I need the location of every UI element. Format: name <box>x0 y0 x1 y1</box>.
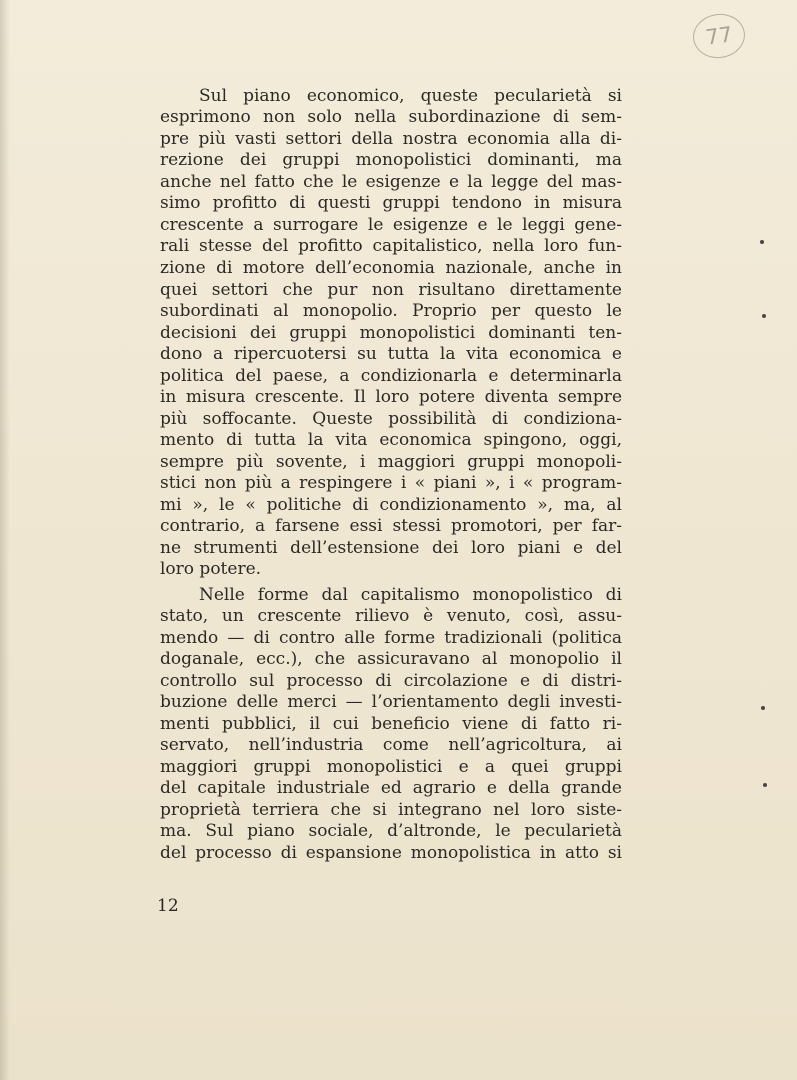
text-line: mento di tutta la vita economica spingono, oggi, <box>160 430 622 450</box>
ink-speck <box>761 706 765 710</box>
text-line: crescente a surrogare le esigenze e le leggi gene- <box>160 215 622 235</box>
text-line: doganale, ecc.), che assicuravano al monopolio il <box>160 649 622 669</box>
text-line: buzione delle merci — l’orientamento degli investi- <box>160 692 622 712</box>
text-line: loro potere. <box>160 559 262 579</box>
text-line: rezione dei gruppi monopolistici dominanti, ma <box>160 150 622 170</box>
page-number: 12 <box>157 896 179 916</box>
text-line: stato, un crescente rilievo è venuto, così, assu- <box>160 606 622 626</box>
ink-speck <box>762 314 766 318</box>
text-line: più soffocante. Queste possibilità di condiziona- <box>160 409 622 429</box>
text-line: quei settori che pur non risultano direttamente <box>160 280 622 300</box>
archive-stamp: 77 <box>690 11 748 62</box>
text-line: esprimono non solo nella subordinazione di sem- <box>160 107 622 127</box>
text-line: in misura crescente. Il loro potere diventa sempre <box>160 387 622 407</box>
text-line: mendo — di contro alle forme tradizionali (politica <box>160 628 622 648</box>
text-line: del processo di espansione monopolistica in atto si <box>160 843 622 863</box>
ink-speck <box>760 240 764 244</box>
text-line: ma. Sul piano sociale, d’altronde, le pecularietà <box>160 821 622 841</box>
text-line: subordinati al monopolio. Proprio per questo le <box>160 301 622 321</box>
text-line: menti pubblici, il cui beneficio viene di fatto ri- <box>160 714 622 734</box>
text-line: contrario, a farsene essi stessi promotori, per far- <box>160 516 622 536</box>
text-line: controllo sul processo di circolazione e di distri- <box>160 671 622 691</box>
text-line: Nelle forme dal capitalismo monopolistico di <box>199 585 622 605</box>
text-line: servato, nell’industria come nell’agricoltura, ai <box>160 735 622 755</box>
text-line: stici non più a respingere i « piani », i « program- <box>160 473 622 493</box>
ink-speck <box>763 783 767 787</box>
text-line: anche nel fatto che le esigenze e la legge del mas- <box>160 172 622 192</box>
text-line: proprietà terriera che si integrano nel loro siste- <box>160 800 622 820</box>
text-line: pre più vasti settori della nostra economia alla di- <box>160 129 622 149</box>
text-line: sempre più sovente, i maggiori gruppi monopoli- <box>160 452 622 472</box>
text-line: zione di motore dell’economia nazionale, anche in <box>160 258 622 278</box>
text-line: dono a ripercuotersi su tutta la vita economica e <box>160 344 622 364</box>
text-line: ne strumenti dell’estensione dei loro piani e del <box>160 538 622 558</box>
text-line: Sul piano economico, queste pecularietà si <box>199 86 622 106</box>
text-line: del capitale industriale ed agrario e della grande <box>160 778 622 798</box>
text-line: politica del paese, a condizionarla e determinarla <box>160 366 622 386</box>
text-line: mi », le « politiche di condizionamento », ma, al <box>160 495 622 515</box>
text-line: decisioni dei gruppi monopolistici dominanti ten- <box>160 323 622 343</box>
text-line: simo profitto di questi gruppi tendono in misura <box>160 193 622 213</box>
page-edge-shadow <box>0 0 10 1080</box>
text-line: maggiori gruppi monopolistici e a quei gruppi <box>160 757 622 777</box>
text-line: rali stesse del profitto capitalistico, nella loro fun- <box>160 236 622 256</box>
